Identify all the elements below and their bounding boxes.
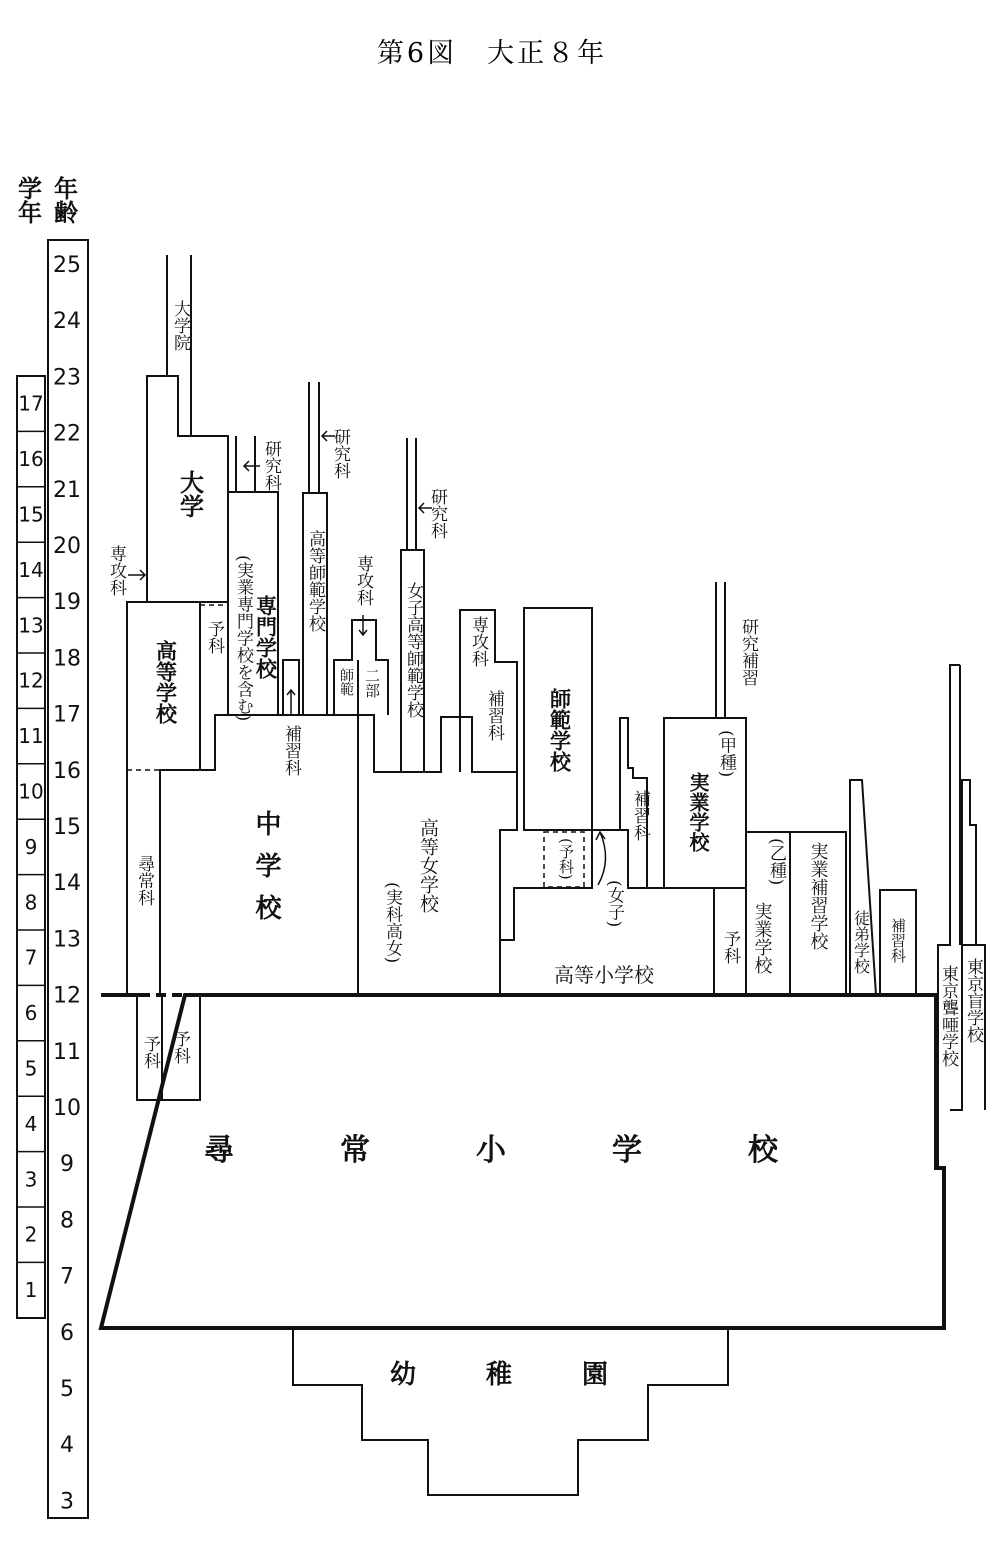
jitsugyo-hoshu-label: 実業補習学校	[807, 842, 829, 950]
nibu-label: 二部	[363, 668, 381, 698]
grade-tick-label: 10	[18, 779, 44, 804]
age-tick-label: 11	[53, 1039, 81, 1065]
grade-tick-label: 13	[18, 613, 44, 638]
totei-gakko-label: 徒弟学校	[851, 910, 871, 974]
grade-header: 学年	[13, 176, 43, 224]
grade-scale	[17, 392, 45, 1302]
grade-tick-label: 4	[24, 1111, 38, 1136]
kenkyuka-label-2: 研究科	[330, 428, 350, 479]
yochien-block	[293, 1328, 728, 1495]
joshi-koto-shihan-label: 女子高等師範学校	[403, 582, 423, 718]
grade-tick-label: 2	[24, 1222, 38, 1247]
rouwa-label: 東京聾唖学校	[938, 965, 958, 1067]
yoka-label-5: 予科	[720, 930, 740, 964]
age-tick-label: 9	[60, 1152, 74, 1178]
hoshuka-label-1: 補習科	[281, 725, 301, 776]
grade-tick-label: 12	[18, 668, 44, 693]
shihan-small-label: 師範	[338, 668, 354, 696]
grade-tick-label: 14	[18, 557, 44, 582]
age-tick-label: 21	[53, 477, 81, 503]
age-tick-label: 6	[60, 1320, 74, 1346]
age-tick-label: 19	[53, 590, 81, 616]
age-tick-label: 7	[60, 1264, 74, 1290]
age-tick-label: 25	[53, 253, 81, 278]
age-tick-label: 4	[60, 1433, 74, 1459]
grade-tick-label: 15	[18, 502, 44, 527]
daigaku-label: 大学	[175, 470, 205, 518]
yochien-label: 幼 稚 園	[389, 1360, 631, 1390]
age-tick-label: 23	[53, 365, 81, 391]
age-tick-label: 12	[53, 983, 81, 1009]
yoka-label-1: 予科	[204, 620, 224, 654]
age-tick-label: 17	[53, 702, 81, 728]
koto-jogakko-label: 高等女学校	[417, 818, 439, 913]
age-tick-label: 18	[53, 646, 81, 672]
joshi-label: (女子)	[604, 880, 624, 928]
koshu-label: (甲種)	[716, 730, 736, 778]
jitsugyo-gakko-2-label: 実業学校	[751, 902, 773, 974]
mou-label: 東京盲学校	[963, 958, 983, 1043]
kenkyuka-label-1: 研究科	[261, 440, 281, 491]
age-tick-label: 24	[53, 309, 81, 335]
senmon-note-label: (実業専門学校を含む)	[233, 555, 253, 722]
age-tick-label: 13	[53, 927, 81, 953]
arrow-icon	[359, 615, 367, 635]
shihan-gakko-label: 師範学校	[547, 688, 573, 772]
senkoka-label-1: 専攻科	[106, 545, 126, 596]
grade-tick-label: 11	[18, 724, 44, 749]
grade-tick-label: 1	[24, 1278, 38, 1303]
yoka-label-3: 予科	[170, 1030, 190, 1064]
jikka-kojo-label: (実科高女)	[382, 882, 402, 964]
senmon-gakko-label: 専門学校	[253, 595, 279, 679]
hoshuka-label-3: 補習科	[630, 790, 650, 841]
grade-tick-label: 8	[24, 890, 38, 915]
grade-tick-label: 7	[24, 945, 38, 970]
hoshuka-label-4: 補習科	[889, 918, 907, 963]
arrow-icon	[244, 461, 260, 471]
age-header: 年齢	[49, 176, 79, 224]
figure-title: 第6図 大正８年	[376, 38, 608, 69]
age-tick-label: 20	[53, 534, 81, 559]
jitsugyo-gakko-label: 実業学校	[686, 772, 710, 852]
grade-tick-label: 16	[18, 447, 44, 472]
age-tick-label: 10	[53, 1096, 81, 1121]
yoka-label-4: (予科)	[557, 838, 575, 880]
age-tick-label: 22	[53, 421, 81, 447]
grade-tick-label: 5	[24, 1056, 38, 1081]
chugakko-label: 中学校	[251, 810, 281, 936]
arrow-icon	[287, 690, 295, 715]
hoshuka-label-2: 補習科	[484, 690, 504, 741]
kenkyu-hoshu-label: 研究補習	[738, 618, 758, 686]
age-tick-label: 15	[53, 815, 81, 840]
grade-tick-label: 3	[24, 1167, 38, 1192]
age-tick-label: 8	[60, 1208, 74, 1234]
senkoka-label-3: 専攻科	[468, 616, 488, 667]
age-tick-label: 16	[53, 758, 81, 784]
otsushu-label: (乙種)	[766, 838, 786, 886]
koto-shihan-label: 高等師範学校	[305, 530, 325, 632]
grade-tick-label: 9	[24, 834, 38, 859]
senkoka-label-2: 専攻科	[353, 555, 373, 606]
yoka-label-2: 予科	[140, 1035, 160, 1069]
tokyo-special-schools	[938, 665, 985, 1168]
age-scale	[53, 253, 81, 1514]
daigakuin-label: 大学院	[170, 300, 190, 351]
koto-shogakko-label: 高等小学校	[554, 963, 654, 987]
koto-gakko-label: 高等学校	[153, 640, 179, 724]
age-tick-label: 3	[60, 1489, 74, 1515]
curved-arrow-icon	[596, 832, 606, 885]
jinjo-shogakko-label: 尋 常 小 学 校	[204, 1133, 816, 1168]
arrow-icon	[128, 570, 145, 580]
jinjoka-label: 尋常科	[134, 855, 154, 906]
kenkyuka-label-3: 研究科	[427, 488, 447, 539]
grade-tick-label: 6	[24, 1001, 38, 1026]
age-tick-label: 14	[53, 871, 81, 897]
grade-tick-label: 17	[18, 391, 44, 416]
age-tick-label: 5	[60, 1377, 74, 1402]
